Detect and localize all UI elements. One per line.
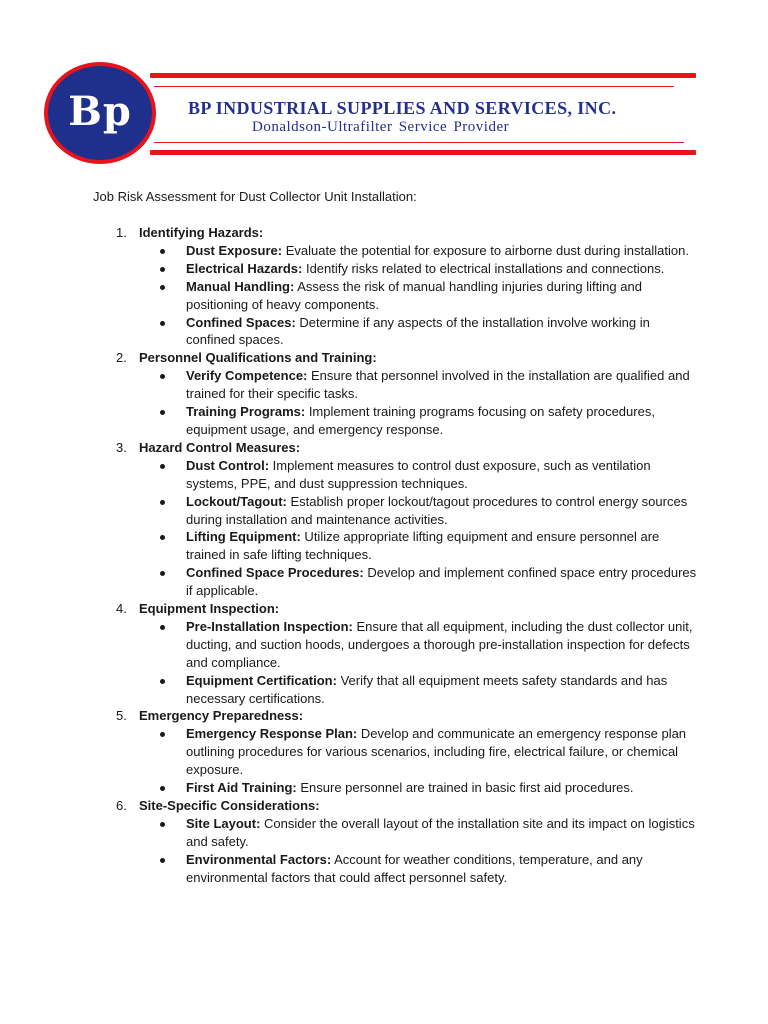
item-text: Implement training programs focusing on safety procedures, equipment usage, and emergency response. <box>186 404 655 437</box>
item-label: Dust Control: <box>186 457 270 473</box>
item-text: Assess the risk of manual handling injuries during lifting and positioning of heavy components. <box>186 278 642 312</box>
item-text: Develop and communicate an emergency response plan outlining procedures for various scenarios, including fire, electrical failure, or chemical exposure. <box>186 726 687 778</box>
item-label: Dust Exposure: <box>186 242 283 258</box>
item-label: First Aid Training: <box>186 780 297 796</box>
list-item <box>0 725 768 779</box>
item-label: Confined Space Procedures: <box>186 565 364 581</box>
item-text: Develop and implement confined space entry procedures if applicable. <box>186 565 697 599</box>
company-tagline: Donaldson-Ultrafilter Service Provider <box>252 119 510 135</box>
header-rule-top <box>150 73 696 78</box>
section-6 <box>0 797 768 887</box>
company-logo <box>44 62 156 164</box>
header-rule-bottom <box>150 150 696 155</box>
bullet-icon <box>160 374 165 379</box>
list-item <box>0 815 768 851</box>
list-item <box>0 564 768 600</box>
item-label: Verify Competence: <box>186 368 308 384</box>
list-item <box>0 367 768 403</box>
item-text: Account for weather conditions, temperature, and any environmental factors that could affect personnel safety. <box>186 851 643 885</box>
bullet-icon <box>160 410 165 415</box>
item-text: Determine if any aspects of the installation involve working in confined spaces. <box>186 314 650 348</box>
item-label: Emergency Response Plan: <box>186 726 358 742</box>
item-label: Pre-Installation Inspection: <box>186 618 353 634</box>
section-items <box>0 815 768 887</box>
item-text: Evaluate the potential for exposure to airborne dust during installation. <box>282 242 689 258</box>
list-item <box>0 618 768 672</box>
section-number: 5. <box>116 708 127 724</box>
item-text: Identify risks related to electrical installations and connections. <box>302 260 665 276</box>
bullet-icon <box>160 285 165 290</box>
item-label: Lockout/Tagout: <box>186 493 287 509</box>
item-text: Ensure that all equipment, including the dust collector unit, ducting, and suction hoods, undergoes a thorough pre-installation inspection for defects and compliance. <box>186 618 693 670</box>
section-4 <box>0 600 768 707</box>
item-text: Ensure that personnel involved in the installation are qualified and trained for their specific tasks. <box>186 368 690 402</box>
section-number: 1. <box>116 225 127 240</box>
section-number: 4. <box>116 601 127 617</box>
item-label: Environmental Factors: <box>186 851 332 867</box>
section-1 <box>0 224 768 349</box>
section-3 <box>0 439 768 600</box>
item-label: Equipment Certification: <box>186 672 337 688</box>
list-item <box>0 457 768 493</box>
header-rule-top-thin <box>154 86 674 87</box>
item-label: Lifting Equipment: <box>186 529 301 545</box>
list-item <box>0 493 768 529</box>
bullet-icon <box>160 500 165 505</box>
section-title: Personnel Qualifications and Training: <box>139 350 377 366</box>
section-items <box>0 725 768 797</box>
bullet-icon <box>160 267 165 272</box>
bullet-icon <box>160 732 165 737</box>
section-number: 2. <box>116 350 127 366</box>
header-rule-bottom-thin <box>154 142 684 143</box>
bullet-icon <box>160 464 165 469</box>
list-item <box>0 242 768 260</box>
section-title: Hazard Control Measures: <box>139 439 301 455</box>
section-items <box>0 242 768 349</box>
section-items <box>0 618 768 708</box>
document-title: Job Risk Assessment for Dust Collector Unit Installation: <box>93 189 417 204</box>
section-items <box>0 457 768 600</box>
item-text: Consider the overall layout of the installation site and its impact on logistics and safety. <box>186 815 695 849</box>
bullet-icon <box>160 625 165 630</box>
section-title: Site-Specific Considerations: <box>139 798 320 813</box>
list-item <box>0 278 768 314</box>
assessment-sections <box>0 224 768 887</box>
letterhead <box>0 0 768 180</box>
list-item <box>0 851 768 887</box>
bullet-icon <box>160 535 165 540</box>
item-text: Establish proper lockout/tagout procedures to control energy sources during installation and maintenance activities. <box>186 493 688 527</box>
section-items <box>0 367 768 439</box>
list-item <box>0 260 768 278</box>
section-title: Emergency Preparedness: <box>139 708 304 724</box>
list-item <box>0 403 768 439</box>
item-label: Confined Spaces: <box>186 314 296 330</box>
bullet-icon <box>160 786 165 791</box>
item-text: Implement measures to control dust exposure, such as ventilation systems, PPE, and dust suppression techniques. <box>186 457 651 491</box>
item-label: Training Programs: <box>186 404 306 420</box>
bullet-icon <box>160 249 165 254</box>
item-text: Ensure personnel are trained in basic first aid procedures. <box>296 780 634 796</box>
company-name: BP INDUSTRIAL SUPPLIES AND SERVICES, INC. <box>188 98 617 118</box>
list-item <box>0 528 768 564</box>
item-text: Verify that all equipment meets safety standards and has necessary certifications. <box>186 672 668 706</box>
section-title: Identifying Hazards: <box>139 225 264 240</box>
section-number: 3. <box>116 439 127 455</box>
bullet-icon <box>160 858 165 863</box>
bullet-icon <box>160 679 165 684</box>
item-label: Site Layout: <box>186 815 261 831</box>
section-5 <box>0 707 768 797</box>
item-label: Manual Handling: <box>186 278 295 294</box>
list-item <box>0 672 768 708</box>
bullet-icon <box>160 822 165 827</box>
section-title: Equipment Inspection: <box>139 601 280 617</box>
section-2 <box>0 349 768 439</box>
bullet-icon <box>160 321 165 326</box>
list-item <box>0 314 768 350</box>
logo-text: Bp <box>68 87 132 135</box>
list-item <box>0 779 768 797</box>
section-number: 6. <box>116 798 127 813</box>
item-text: Utilize appropriate lifting equipment and ensure personnel are trained in safe lifting techniques. <box>186 529 660 563</box>
bullet-icon <box>160 571 165 576</box>
item-label: Electrical Hazards: <box>186 260 303 276</box>
